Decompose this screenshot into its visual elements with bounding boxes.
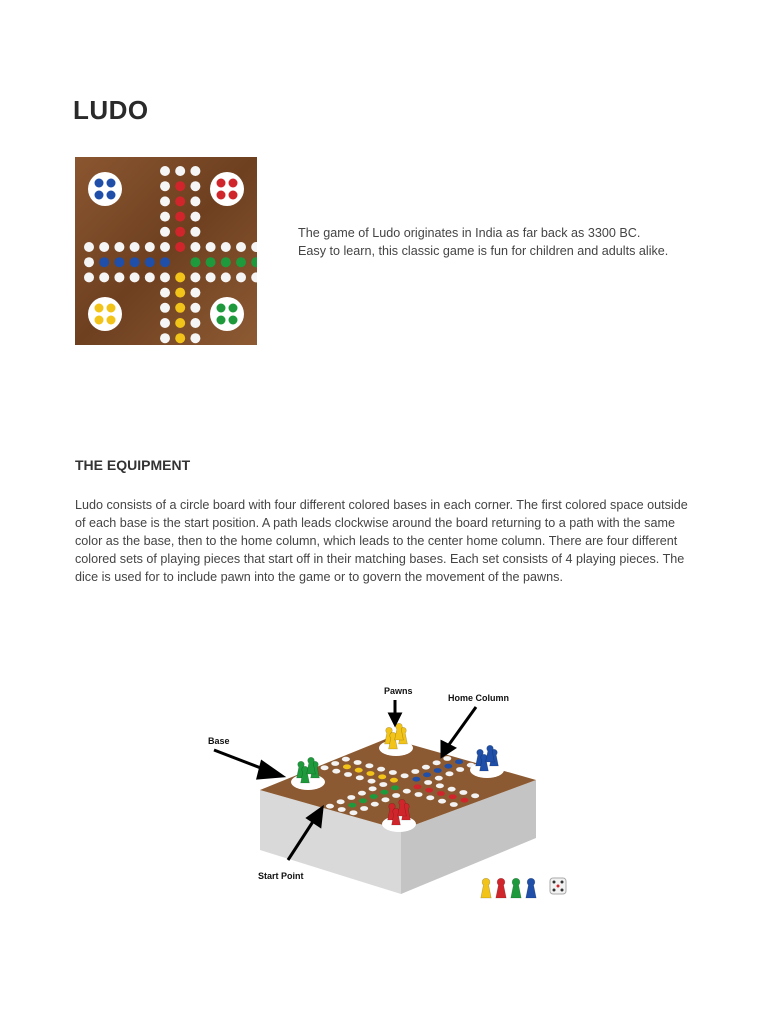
board-hole	[130, 242, 140, 252]
board-hole	[160, 196, 170, 206]
label-start-point: Start Point	[258, 871, 304, 881]
board-hole	[114, 242, 124, 252]
board-hole	[206, 257, 216, 267]
diagram-hole	[358, 791, 366, 796]
base-circle	[88, 172, 122, 206]
board-hole	[145, 257, 155, 267]
board-hole	[190, 333, 200, 343]
diagram-hole	[443, 756, 451, 761]
base-hole	[217, 304, 226, 313]
base-hole	[217, 191, 226, 200]
diagram-hole	[392, 793, 400, 798]
diagram-hole	[380, 790, 388, 795]
board-hole	[175, 242, 185, 252]
diagram-hole	[371, 802, 379, 807]
arrow-pawns	[390, 714, 400, 724]
board-hole	[175, 212, 185, 222]
diagram-hole	[381, 797, 389, 802]
board-hole	[160, 272, 170, 282]
diagram-hole	[391, 785, 399, 790]
diagram-hole	[423, 772, 431, 777]
diagram-hole	[347, 795, 355, 800]
board-hole	[160, 318, 170, 328]
board-hole	[160, 333, 170, 343]
board-hole	[160, 181, 170, 191]
board-hole	[175, 181, 185, 191]
board-hole	[190, 212, 200, 222]
base-hole	[95, 179, 104, 188]
diagram-hole	[436, 783, 444, 788]
base-hole	[229, 179, 238, 188]
board-hole	[160, 257, 170, 267]
diagram-hole	[460, 798, 468, 803]
base-circle	[210, 172, 244, 206]
base-hole	[107, 179, 116, 188]
board-hole	[190, 288, 200, 298]
board-hole	[190, 196, 200, 206]
base-hole	[95, 304, 104, 313]
diagram-hole	[424, 780, 432, 785]
board-hole	[175, 333, 185, 343]
page-title: LUDO	[73, 95, 149, 125]
diagram-hole	[337, 799, 345, 804]
board-hole	[160, 227, 170, 237]
equipment-heading: THE EQUIPMENT	[75, 457, 191, 473]
board-hole	[99, 257, 109, 267]
diagram-hole	[348, 803, 356, 808]
intro-line: The game of Ludo originates in India as far back as 3300 BC.	[298, 226, 641, 240]
diagram-hole	[435, 776, 443, 781]
dice-icon	[550, 878, 566, 894]
base-hole	[95, 191, 104, 200]
base-hole	[217, 179, 226, 188]
base-hole	[107, 304, 116, 313]
diagram-hole	[349, 810, 357, 815]
board-hole	[190, 242, 200, 252]
diagram-hole	[422, 765, 430, 770]
diagram-hole	[471, 793, 479, 798]
diagram-hole	[360, 806, 368, 811]
diagram-hole	[450, 802, 458, 807]
diagram-hole	[338, 807, 346, 812]
board-hole	[175, 303, 185, 313]
board-hole	[190, 303, 200, 313]
diagram-hole	[448, 787, 456, 792]
ludo-board-image	[75, 157, 257, 345]
board-hole	[236, 257, 246, 267]
diagram-hole	[449, 794, 457, 799]
base-circle	[210, 297, 244, 331]
board-hole	[236, 242, 246, 252]
board-hole	[99, 272, 109, 282]
board-hole	[190, 227, 200, 237]
diagram-hole	[456, 767, 464, 772]
diagram-hole	[425, 788, 433, 793]
board-hole	[175, 318, 185, 328]
board-hole	[221, 257, 231, 267]
board-diagram	[196, 680, 576, 910]
diagram-hole	[344, 772, 352, 777]
board-hole	[190, 166, 200, 176]
board-hole	[160, 288, 170, 298]
board-hole	[206, 272, 216, 282]
diagram-hole	[415, 792, 423, 797]
diagram-hole	[455, 759, 463, 764]
board-hole	[206, 242, 216, 252]
board-hole	[175, 166, 185, 176]
board-hole	[236, 272, 246, 282]
diagram-hole	[433, 760, 441, 765]
equipment-paragraph: Ludo consists of a circle board with four different colored bases in each corner. The first colored space outside of each base is the start position. A path leads clockwise around the board returning to a path with the same color as the base, then to the home column, which leads to the center home column. There are four different colored sets of playing pieces that start off in their matching bases. Each set consists of 4 playing pieces. The dice is used for to include pawn into the game or to govern the movement of the pawns.	[75, 498, 688, 584]
diagram-hole	[365, 763, 373, 768]
board-hole	[99, 242, 109, 252]
intro-text	[298, 224, 718, 260]
arrow-base	[258, 762, 282, 778]
loose-pawn	[481, 878, 491, 898]
diagram-hole	[354, 760, 362, 765]
board-hole	[84, 257, 94, 267]
diagram-hole	[412, 777, 420, 782]
diagram-hole	[403, 789, 411, 794]
board-hole	[190, 181, 200, 191]
board-hole	[175, 272, 185, 282]
diagram-hole	[411, 769, 419, 774]
diagram-hole	[390, 778, 398, 783]
base-hole	[107, 191, 116, 200]
diagram-hole	[379, 782, 387, 787]
base-circle	[88, 297, 122, 331]
board-hole	[175, 288, 185, 298]
loose-pawn	[496, 878, 506, 898]
diagram-hole	[326, 804, 334, 809]
board-hole	[160, 212, 170, 222]
diagram-hole	[389, 770, 397, 775]
arrow-home-column	[442, 742, 454, 756]
base-hole	[229, 316, 238, 325]
base-hole	[229, 304, 238, 313]
diagram-hole	[331, 761, 339, 766]
board-hole	[145, 272, 155, 282]
diagram-hole	[359, 798, 367, 803]
diagram-hole	[378, 774, 386, 779]
board-hole	[190, 257, 200, 267]
diagram-hole	[369, 786, 377, 791]
base-hole	[229, 191, 238, 200]
board-hole	[160, 166, 170, 176]
diagram-hole	[355, 768, 363, 773]
diagram-hole	[434, 768, 442, 773]
diagram-hole	[438, 799, 446, 804]
loose-pawn	[526, 878, 536, 898]
label-home-column: Home Column	[448, 693, 510, 703]
board-hole	[160, 242, 170, 252]
diagram-hole	[368, 779, 376, 784]
diagram-hole	[366, 771, 374, 776]
board-hole	[160, 303, 170, 313]
diagram-hole	[437, 791, 445, 796]
label-pawns: Pawns	[384, 686, 413, 696]
diagram-hole	[321, 765, 329, 770]
diagram-hole	[445, 771, 453, 776]
base-hole	[95, 316, 104, 325]
board-hole	[190, 318, 200, 328]
board-hole	[84, 242, 94, 252]
diagram-hole	[370, 794, 378, 799]
board-hole	[130, 257, 140, 267]
board-hole	[221, 242, 231, 252]
diagram-hole	[413, 784, 421, 789]
label-base: Base	[208, 736, 230, 746]
diagram-hole	[401, 773, 409, 778]
board-hole	[221, 272, 231, 282]
diagram-hole	[342, 757, 350, 762]
board-hole	[130, 272, 140, 282]
loose-pawn	[511, 878, 521, 898]
board-hole	[175, 196, 185, 206]
base-hole	[217, 316, 226, 325]
diagram-hole	[426, 795, 434, 800]
diagram-hole	[343, 764, 351, 769]
board-hole	[190, 272, 200, 282]
diagram-hole	[356, 775, 364, 780]
board-hole	[114, 257, 124, 267]
board-hole	[114, 272, 124, 282]
diagram-hole	[459, 790, 467, 795]
diagram-hole	[377, 767, 385, 772]
diagram-hole	[332, 769, 340, 774]
board-hole	[145, 242, 155, 252]
base-hole	[107, 316, 116, 325]
intro-line: Easy to learn, this classic game is fun for children and adults alike.	[298, 244, 669, 258]
board-hole	[84, 272, 94, 282]
diagram-hole	[444, 764, 452, 769]
board-hole	[175, 227, 185, 237]
